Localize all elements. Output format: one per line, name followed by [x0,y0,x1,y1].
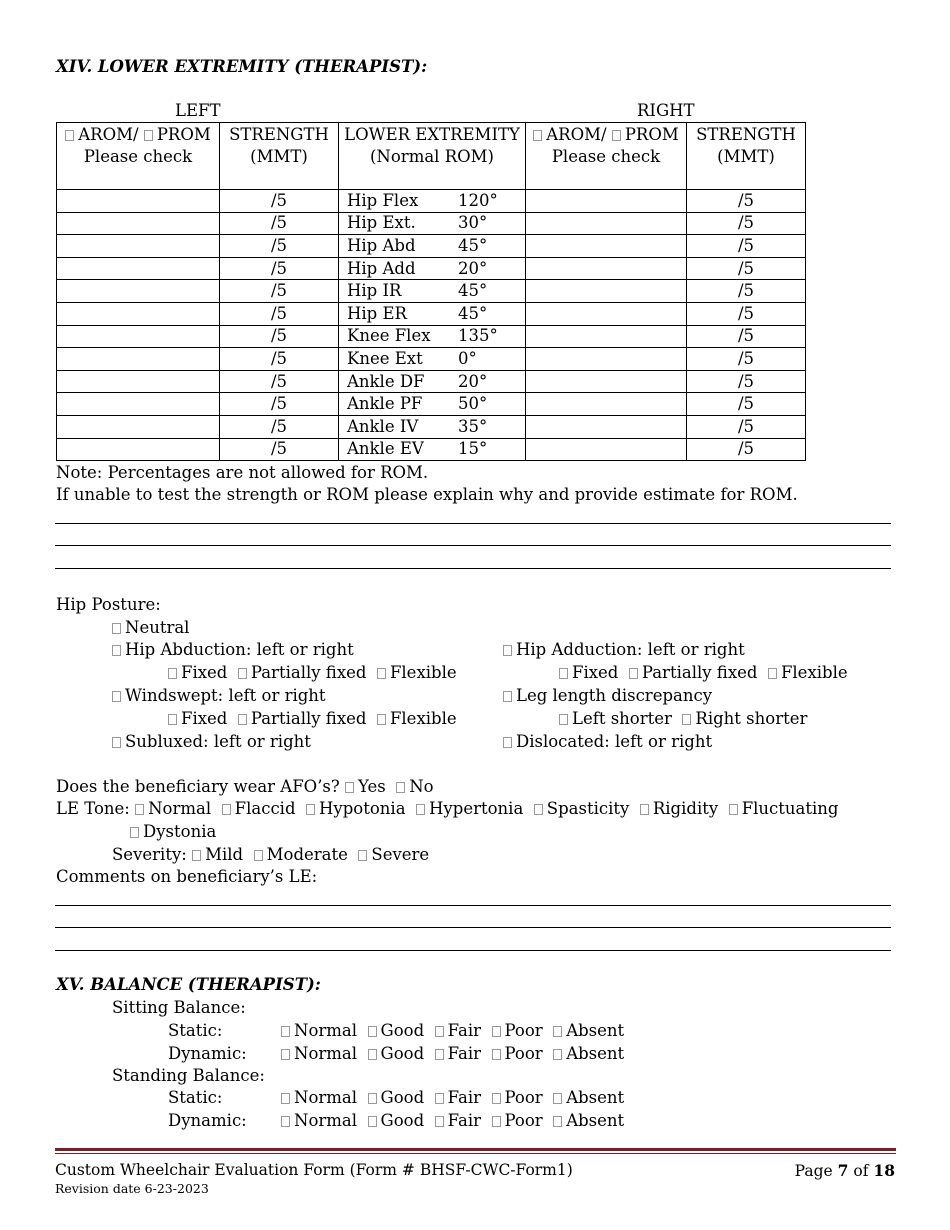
sitting-balance-label: Sitting Balance: [112,998,246,1017]
option-label: Severe [371,845,430,864]
prom-label: PROM [624,125,679,144]
page-total: 18 [873,1161,895,1180]
checkbox[interactable] [435,1026,444,1037]
arom-checkbox[interactable] [65,130,74,141]
checkbox[interactable] [368,1093,377,1104]
right-rom-cell[interactable] [526,302,687,325]
left-strength-cell[interactable]: /5 [220,325,339,348]
joint-name: Knee Ext [347,348,423,368]
joint-cell [339,393,526,416]
joint-normal-rom: 45° [458,281,488,301]
standing-static-options [281,1088,624,1107]
option-label: Right shorter [695,709,808,728]
left-strength-cell[interactable]: /5 [220,438,339,461]
option-label: Normal [294,1044,358,1063]
write-line[interactable] [55,905,891,906]
option-label: Poor [504,1044,543,1063]
joint-name: Hip Abd [347,235,416,255]
option-label: Fluctuating [741,799,839,818]
sitting-static-label: Static: [168,1021,223,1040]
joint-normal-rom: 50° [458,394,488,414]
arom-label: AROM/ [78,125,139,144]
write-line[interactable] [55,523,891,524]
option-label: Subluxed: left or right [125,732,311,751]
option-label: Fair [447,1044,481,1063]
checkbox[interactable] [238,714,247,725]
joint-name: Ankle PF [347,394,423,414]
right-rom-cell[interactable] [526,325,687,348]
standing-static-label: Static: [168,1088,223,1107]
checkbox[interactable] [435,1116,444,1127]
checkbox[interactable] [192,850,201,861]
checkbox[interactable] [503,645,512,656]
joint-normal-rom: 45° [458,235,488,255]
checkbox[interactable] [534,804,543,815]
joint-cell [339,415,526,438]
option-label: Windswept: left or right [125,686,326,705]
page-num: 7 [837,1161,849,1180]
joint-cell [339,257,526,280]
joint-cell [339,235,526,258]
footer-page-number [795,1161,895,1180]
prom-checkbox[interactable] [144,130,153,141]
footer-form-name: Custom Wheelchair Evaluation Form (Form # BHSF-CWC-Form1) [55,1161,573,1179]
option-label: Partially fixed [250,709,367,728]
abduction-fixity-options [168,663,457,682]
footer-rule [55,1148,896,1154]
option-label: Absent [566,1044,625,1063]
checkbox[interactable] [368,1116,377,1127]
right-strength-cell[interactable]: /5 [687,302,806,325]
table-row [57,348,806,371]
option-label: Normal [294,1111,358,1130]
footer-revision: Revision date 6-23-2023 [55,1181,209,1196]
checkbox[interactable] [368,1049,377,1060]
write-line[interactable] [55,927,891,928]
left-rom-cell[interactable] [57,280,220,303]
option-label: Poor [504,1088,543,1107]
checkbox[interactable] [553,1049,562,1060]
left-strength-cell[interactable]: /5 [220,370,339,393]
joint-normal-rom: 20° [458,371,488,391]
option-subluxed[interactable] [112,732,311,751]
option-label: Spasticity [546,799,630,818]
left-strength-cell[interactable]: /5 [220,348,339,371]
checkbox[interactable] [682,714,691,725]
section-14-title: XIV. LOWER EXTREMITY (THERAPIST): [56,57,428,76]
joint-cell [339,348,526,371]
right-label: RIGHT [637,101,695,120]
left-strength-cell[interactable]: /5 [220,280,339,303]
option-label: Yes [358,777,386,796]
checkbox[interactable] [281,1116,290,1127]
write-line[interactable] [55,950,891,951]
option-label: Fixed [572,663,619,682]
option-label: Dystonia [143,822,217,841]
please-check-label: Please check [551,147,661,166]
right-rom-header [526,123,687,190]
joint-normal-rom: 15° [458,439,488,459]
checkbox[interactable] [377,714,386,725]
option-label: Poor [504,1111,543,1130]
sitting-dynamic-label: Dynamic: [168,1044,247,1063]
joint-normal-rom: 35° [458,416,488,436]
joint-name: Hip Ext. [347,213,416,233]
left-rom-header [57,123,220,190]
checkbox[interactable] [238,668,247,679]
checkbox[interactable] [377,668,386,679]
option-label: Fixed [181,709,228,728]
option-label: Absent [566,1111,625,1130]
left-label: LEFT [175,101,221,120]
section-15-title: XV. BALANCE (THERAPIST): [56,975,321,994]
right-strength-cell[interactable]: /5 [687,280,806,303]
option-label: Flexible [780,663,848,682]
left-rom-cell[interactable] [57,190,220,213]
left-strength-cell[interactable]: /5 [220,393,339,416]
adduction-fixity-options [559,663,848,682]
checkbox[interactable] [254,850,263,861]
sitting-static-options [281,1021,624,1040]
strength-label: STRENGTH [696,125,796,144]
checkbox[interactable] [503,691,512,702]
checkbox[interactable] [358,850,367,861]
joint-normal-rom: 120° [458,190,498,210]
checkbox[interactable] [492,1093,501,1104]
joint-cell [339,190,526,213]
joint-name: Knee Flex [347,326,431,346]
option-label: No [409,777,434,796]
right-rom-cell[interactable] [526,257,687,280]
option-label: Hypotonia [319,799,406,818]
table-row [57,370,806,393]
table-row [57,212,806,235]
comments-label: Comments on beneficiary’s LE: [56,867,318,886]
right-strength-cell[interactable]: /5 [687,190,806,213]
right-rom-cell[interactable] [526,438,687,461]
right-rom-cell[interactable] [526,212,687,235]
left-strength-cell[interactable]: /5 [220,235,339,258]
checkbox[interactable] [559,714,568,725]
option-label: Left shorter [572,709,672,728]
table-row [57,415,806,438]
joint-name: Ankle IV [347,416,419,436]
option-neutral[interactable] [112,618,189,637]
joint-cell [339,302,526,325]
le-tone-label: LE Tone: [56,799,130,818]
write-line[interactable] [55,545,891,546]
checkbox[interactable] [368,1026,377,1037]
checkbox[interactable] [768,668,777,679]
option-label: Good [380,1021,425,1040]
joint-name: Ankle EV [347,439,424,459]
note-percentages: Note: Percentages are not allowed for ROM. [56,463,429,482]
checkbox[interactable] [168,714,177,725]
checkbox[interactable] [553,1116,562,1127]
joint-normal-rom: 45° [458,303,488,323]
option-dislocated[interactable] [503,732,712,751]
note-unable: If unable to test the strength or ROM please explain why and provide estimate for ROM. [56,485,798,504]
option-label: Flexible [389,709,457,728]
left-strength-cell[interactable]: /5 [220,302,339,325]
checkbox[interactable] [492,1026,501,1037]
normal-rom-label: (Normal ROM) [370,147,494,166]
left-rom-cell[interactable] [57,325,220,348]
arom-checkbox[interactable] [533,130,542,141]
option-hip-adduction[interactable] [503,640,745,659]
left-rom-cell[interactable] [57,257,220,280]
right-strength-cell[interactable]: /5 [687,370,806,393]
checkbox[interactable] [553,1093,562,1104]
joint-name: Hip Flex [347,190,419,210]
mmt-label: (MMT) [250,147,308,166]
afo-question-row [56,777,434,796]
le-header [339,123,526,190]
left-strength-cell[interactable]: /5 [220,415,339,438]
option-label: Good [380,1111,425,1130]
option-label: Hip Abduction: left or right [125,640,354,659]
sitting-dynamic-options [281,1044,624,1063]
checkbox[interactable] [492,1116,501,1127]
option-label: Hypertonia [429,799,524,818]
right-rom-cell[interactable] [526,348,687,371]
left-rom-cell[interactable] [57,302,220,325]
right-strength-header [687,123,806,190]
right-rom-cell[interactable] [526,393,687,416]
option-label: Normal [148,799,212,818]
right-strength-cell[interactable]: /5 [687,415,806,438]
standing-dynamic-options [281,1111,624,1130]
right-rom-cell[interactable] [526,235,687,258]
joint-cell [339,280,526,303]
right-rom-cell[interactable] [526,190,687,213]
le-label: LOWER EXTREMITY [344,125,520,144]
table-row [57,190,806,213]
option-label: Absent [566,1021,625,1040]
checkbox[interactable] [553,1026,562,1037]
right-strength-cell[interactable]: /5 [687,257,806,280]
standing-dynamic-label: Dynamic: [168,1111,247,1130]
checkbox[interactable] [135,804,144,815]
joint-name: Hip IR [347,281,402,301]
page-word: Page [794,1162,833,1180]
checkbox[interactable] [629,668,638,679]
joint-cell [339,212,526,235]
of-word: of [853,1162,869,1180]
right-strength-cell[interactable]: /5 [687,348,806,371]
left-rom-cell[interactable] [57,438,220,461]
checkbox[interactable] [281,1093,290,1104]
table-row [57,280,806,303]
right-strength-cell[interactable]: /5 [687,235,806,258]
checkbox[interactable] [281,1049,290,1060]
option-label: Normal [294,1021,358,1040]
joint-name: Hip Add [347,258,416,278]
prom-checkbox[interactable] [612,130,621,141]
left-rom-cell[interactable] [57,212,220,235]
right-strength-cell[interactable]: /5 [687,212,806,235]
option-label: Fair [447,1111,481,1130]
joint-name: Hip ER [347,303,407,323]
right-strength-cell[interactable]: /5 [687,393,806,416]
left-rom-cell[interactable] [57,370,220,393]
option-label: Hip Adduction: left or right [516,640,745,659]
joint-normal-rom: 135° [458,326,498,346]
write-line[interactable] [55,568,891,569]
arom-label: AROM/ [546,125,607,144]
option-leg-length[interactable] [503,686,712,705]
table-row [57,325,806,348]
option-label: Flaccid [234,799,296,818]
joint-normal-rom: 20° [458,258,488,278]
checkbox[interactable] [396,782,405,793]
checkbox[interactable] [435,1049,444,1060]
checkbox[interactable] [729,804,738,815]
checkbox[interactable] [306,804,315,815]
checkbox[interactable] [112,737,121,748]
checkbox[interactable] [345,782,354,793]
option-label: Absent [566,1088,625,1107]
checkbox[interactable] [640,804,649,815]
option-label: Partially fixed [641,663,758,682]
table-header-row [57,123,806,190]
option-label: Fair [447,1021,481,1040]
checkbox[interactable] [559,668,568,679]
option-label: Fixed [181,663,228,682]
checkbox[interactable] [112,691,121,702]
option-label: Good [380,1044,425,1063]
option-label: Partially fixed [250,663,367,682]
mmt-label: (MMT) [717,147,775,166]
severity-label: Severity: [112,845,187,864]
checkbox[interactable] [281,1026,290,1037]
option-label: Mild [205,845,244,864]
joint-normal-rom: 30° [458,213,488,233]
option-label: Fair [447,1088,481,1107]
table-row [57,393,806,416]
leg-length-options [559,709,807,728]
table-row [57,257,806,280]
option-windswept[interactable] [112,686,326,705]
right-strength-cell[interactable]: /5 [687,438,806,461]
option-label: Dislocated: left or right [516,732,713,751]
option-hip-abduction[interactable] [112,640,354,659]
left-strength-cell[interactable]: /5 [220,212,339,235]
left-rom-cell[interactable] [57,393,220,416]
hip-posture-label: Hip Posture: [56,595,161,614]
option-label: Flexible [389,663,457,682]
table-row [57,302,806,325]
option-label: Normal [294,1088,358,1107]
option-label: Poor [504,1021,543,1040]
checkbox[interactable] [492,1049,501,1060]
table-row [57,438,806,461]
option-label: Rigidity [652,799,719,818]
afo-question: Does the beneficiary wear AFO’s? [56,777,340,796]
left-rom-cell[interactable] [57,348,220,371]
checkbox[interactable] [168,668,177,679]
checkbox[interactable] [435,1093,444,1104]
joint-cell [339,325,526,348]
left-rom-cell[interactable] [57,235,220,258]
standing-balance-label: Standing Balance: [112,1066,265,1085]
lower-extremity-table [56,122,806,461]
left-strength-header [220,123,339,190]
checkbox[interactable] [112,645,121,656]
right-strength-cell[interactable]: /5 [687,325,806,348]
right-rom-cell[interactable] [526,280,687,303]
left-strength-cell[interactable]: /5 [220,190,339,213]
right-rom-cell[interactable] [526,370,687,393]
option-dystonia[interactable] [130,822,216,841]
table-row [57,235,806,258]
checkbox[interactable] [130,827,139,838]
joint-cell [339,438,526,461]
left-strength-cell[interactable]: /5 [220,257,339,280]
option-label: Moderate [266,845,348,864]
option-label: Neutral [125,618,190,637]
joint-normal-rom: 0° [458,348,477,368]
joint-name: Ankle DF [347,371,425,391]
joint-cell [339,370,526,393]
left-rom-cell[interactable] [57,415,220,438]
please-check-label: Please check [83,147,193,166]
strength-label: STRENGTH [229,125,329,144]
checkbox[interactable] [416,804,425,815]
checkbox[interactable] [503,737,512,748]
right-rom-cell[interactable] [526,415,687,438]
windswept-fixity-options [168,709,457,728]
prom-label: PROM [156,125,211,144]
option-label: Leg length discrepancy [516,686,713,705]
le-tone-row [56,799,838,818]
option-label: Good [380,1088,425,1107]
checkbox[interactable] [112,623,121,634]
checkbox[interactable] [222,804,231,815]
severity-row [112,845,429,864]
